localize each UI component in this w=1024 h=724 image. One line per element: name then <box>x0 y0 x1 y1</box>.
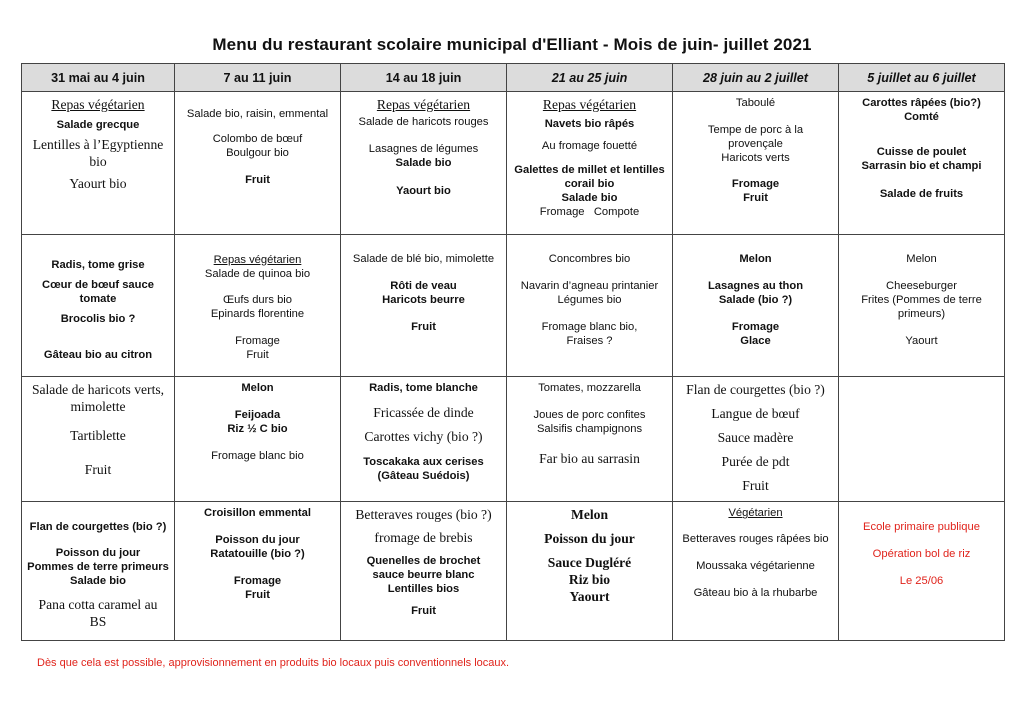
menu-line: Salade (bio ?) <box>718 293 793 306</box>
menu-line: Cœur de bœuf sauce <box>42 278 154 291</box>
menu-line: Salade bio <box>70 575 126 588</box>
menu-cell <box>22 92 175 235</box>
menu-line: Sauce Dugléré <box>547 555 632 571</box>
menu-line: Haricots beurre <box>382 293 465 306</box>
menu-line: Ecole primaire publique <box>863 521 980 534</box>
menu-cell <box>22 502 175 641</box>
menu-line: Fromage <box>731 178 780 190</box>
menu-line: tomate <box>79 292 117 305</box>
menu-line: Au fromage fouetté <box>541 140 638 152</box>
menu-line: Tempe de porc à la <box>707 124 804 136</box>
menu-line: Fruit <box>245 174 270 186</box>
week-header: 5 juillet au 6 juillet <box>839 64 1005 92</box>
menu-cell <box>341 502 507 641</box>
menu-line: Tomates, mozzarella <box>538 382 641 395</box>
week-header: 21 au 25 juin <box>507 64 673 92</box>
menu-line: Quenelles de brochet <box>366 555 481 568</box>
menu-line: Fromage blanc bio <box>211 450 304 463</box>
menu-line: Riz ½ C bio <box>227 423 288 436</box>
menu-line: Salade bio <box>561 192 618 204</box>
menu-line: Gâteau bio au citron <box>43 348 153 361</box>
menu-line: Far bio au sarrasin <box>539 451 640 467</box>
menu-cell <box>341 377 507 502</box>
menu-cell <box>341 234 507 377</box>
menu-line: Cuisse de poulet <box>876 146 967 158</box>
menu-line: Sauce madère <box>717 430 794 446</box>
menu-cell <box>507 502 673 641</box>
menu-line: Salade grecque <box>56 119 140 131</box>
menu-cell <box>839 234 1005 377</box>
menu-line: Pana cotta caramel au <box>38 597 158 613</box>
menu-line: primeurs) <box>897 307 946 320</box>
menu-cell <box>507 377 673 502</box>
menu-cell <box>839 92 1005 235</box>
menu-line: Fruit <box>411 605 436 618</box>
menu-line: Salade de fruits <box>879 188 964 200</box>
menu-cell <box>175 234 341 377</box>
menu-line: Cheeseburger <box>886 279 957 292</box>
menu-line: Radis, tome grise <box>51 258 145 271</box>
menu-line: Opération bol de riz <box>872 548 971 561</box>
menu-line: Végétarien <box>728 507 783 520</box>
menu-line: Betteraves rouges râpées bio <box>682 533 829 546</box>
menu-line: Salade de haricots verts, <box>31 382 165 398</box>
menu-line: Fricassée de dinde <box>373 405 474 421</box>
menu-line: Epinards florentine <box>210 307 305 320</box>
menu-line: Fruit <box>743 192 768 204</box>
menu-line: Flan de courgettes (bio ?) <box>686 382 825 398</box>
menu-cell <box>175 502 341 641</box>
menu-line: Melon <box>241 382 274 395</box>
menu-row <box>22 92 1005 235</box>
menu-row <box>22 377 1005 502</box>
menu-line: Poisson du jour <box>55 547 141 560</box>
menu-line: Carottes râpées (bio?) <box>862 97 981 109</box>
menu-line: Yaourt bio <box>396 185 451 197</box>
menu-line: Fromage Compote <box>539 206 640 218</box>
menu-cell-empty <box>839 377 1005 502</box>
menu-line: Langue de bœuf <box>711 406 800 422</box>
menu-cell <box>22 377 175 502</box>
menu-line: Fromage blanc bio, <box>541 320 638 333</box>
menu-line: Salade de quinoa bio <box>204 267 311 280</box>
menu-cell <box>175 92 341 235</box>
menu-row <box>22 234 1005 377</box>
menu-line: Riz bio <box>568 572 611 588</box>
menu-line: Taboulé <box>735 97 776 109</box>
menu-line: Lentilles à l’Egyptienne <box>32 137 164 152</box>
menu-line: Glace <box>740 334 771 347</box>
menu-line: Repas végétarien <box>213 253 302 266</box>
menu-cell <box>673 92 839 235</box>
page-title: Menu du restaurant scolaire municipal d'Elliant - Mois de juin- juillet 2021 <box>212 35 812 54</box>
menu-line: Le 25/06 <box>899 575 944 588</box>
menu-line: Salade de haricots rouges <box>358 116 489 128</box>
menu-line: Galettes de millet et lentilles <box>514 164 665 176</box>
menu-cell <box>507 234 673 377</box>
week-header: 31 mai au 4 juin <box>22 64 175 92</box>
menu-line: Poisson du jour <box>544 531 635 547</box>
menu-table <box>21 63 1005 641</box>
menu-line: Lasagnes au thon <box>707 279 804 292</box>
menu-line: Toscakaka aux cerises <box>363 456 484 469</box>
menu-line: mimolette <box>70 399 126 415</box>
menu-line: bio <box>89 154 107 169</box>
menu-line: Betteraves rouges (bio ?) <box>355 507 492 523</box>
menu-line: Tartiblette <box>70 428 126 444</box>
menu-line: Colombo de bœuf <box>212 133 303 145</box>
menu-line: Sarrasin bio et champi <box>861 160 982 172</box>
menu-line: Comté <box>904 111 939 123</box>
menu-line: Boulgour bio <box>226 147 289 159</box>
menu-cell <box>839 502 1005 641</box>
menu-line: provençale <box>728 138 783 150</box>
menu-line: Concombres bio <box>548 252 631 265</box>
menu-line: Gâteau bio à la rhubarbe <box>693 587 818 600</box>
menu-cell <box>175 377 341 502</box>
menu-row <box>22 502 1005 641</box>
menu-line: Navets bio râpés <box>544 118 635 130</box>
menu-line: Melon <box>906 252 937 265</box>
menu-line: Brocolis bio ? <box>60 312 136 325</box>
menu-line: Fruit <box>742 478 769 494</box>
week-header: 7 au 11 juin <box>175 64 341 92</box>
menu-line: Fromage <box>233 575 282 588</box>
menu-line: Flan de courgettes (bio ?) <box>29 521 167 534</box>
menu-line: Lasagnes de légumes <box>368 143 479 155</box>
menu-line: Fromage <box>235 334 280 347</box>
menu-line: Fruit <box>246 348 269 361</box>
menu-cell <box>673 234 839 377</box>
menu-line: Légumes bio <box>557 293 622 306</box>
menu-line: Joues de porc confites <box>533 409 646 422</box>
menu-line: Ratatouille (bio ?) <box>210 548 305 561</box>
menu-line: Salade de blé bio, mimolette <box>352 252 495 265</box>
menu-cell <box>673 502 839 641</box>
menu-line: Yaourt <box>905 334 938 347</box>
menu-cell <box>673 377 839 502</box>
menu-line: BS <box>89 614 107 630</box>
header-row <box>22 64 1005 92</box>
menu-line: Repas végétarien <box>376 97 471 112</box>
menu-line: Yaourt <box>569 589 610 605</box>
menu-line: Salade bio <box>395 157 452 169</box>
week-header: 28 juin au 2 juillet <box>673 64 839 92</box>
menu-line: (Gâteau Suédois) <box>377 470 470 483</box>
week-header: 14 au 18 juin <box>341 64 507 92</box>
menu-cell <box>507 92 673 235</box>
menu-cell <box>22 234 175 377</box>
menu-line: Fruit <box>245 589 270 602</box>
menu-line: Purée de pdt <box>721 454 790 470</box>
footnote: Dès que cela est possible, approvisionnement en produits bio locaux puis conventionnels locaux. <box>37 657 510 669</box>
menu-line: Poisson du jour <box>215 534 300 547</box>
menu-line: sauce beurre blanc <box>372 569 475 582</box>
menu-line: Rôti de veau <box>390 279 457 292</box>
menu-line: Melon <box>571 507 608 523</box>
menu-line: Moussaka végétarienne <box>696 560 815 573</box>
menu-line: Repas végétarien <box>542 97 637 112</box>
menu-line: Navarin d’agneau printanier <box>520 279 659 292</box>
menu-line: fromage de brebis <box>374 530 473 546</box>
menu-line: Œufs durs bio <box>222 293 293 306</box>
menu-line: Haricots verts <box>721 152 790 164</box>
menu-line: Repas végétarien <box>51 97 145 112</box>
menu-line: Fruit <box>411 320 436 333</box>
menu-line: Carottes vichy (bio ?) <box>364 429 483 445</box>
menu-line: Fraises ? <box>566 334 613 347</box>
menu-line: Croisillon emmental <box>204 507 311 520</box>
menu-line: Salsifis champignons <box>536 423 643 436</box>
menu-line: Feijoada <box>234 409 281 422</box>
menu-line: Frites (Pommes de terre <box>861 293 982 306</box>
menu-line: Pommes de terre primeurs <box>27 561 169 574</box>
menu-line: corail bio <box>564 178 615 190</box>
menu-line: Yaourt bio <box>69 176 127 191</box>
menu-line: Fromage <box>731 320 780 333</box>
menu-line: Lentilles bios <box>387 583 460 596</box>
menu-cell <box>341 92 507 235</box>
menu-line: Fruit <box>84 462 112 478</box>
menu-line: Salade bio, raisin, emmental <box>186 108 329 120</box>
menu-line: Melon <box>739 252 772 265</box>
menu-line: Radis, tome blanche <box>369 382 478 395</box>
